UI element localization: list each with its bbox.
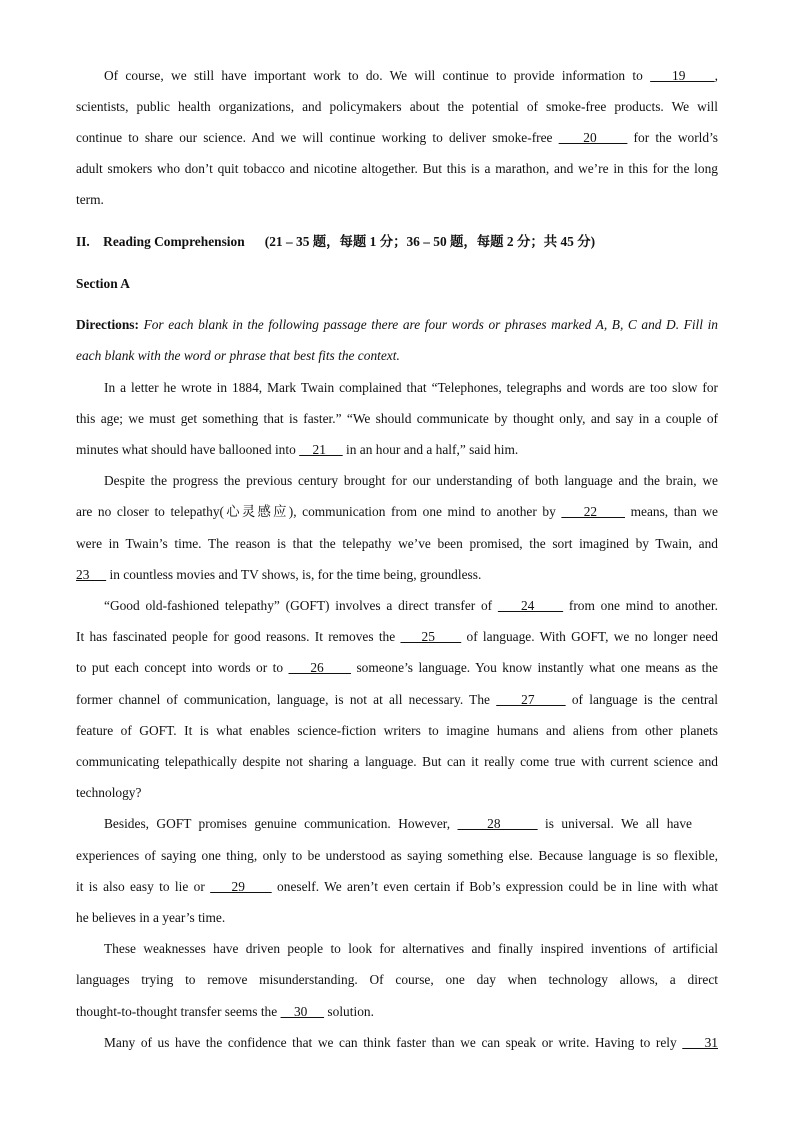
- p3-line5: feature of GOFT. It is what enables science-fiction writers to imagine humans and aliens from other planets: [76, 723, 718, 738]
- p6-line1: Many of us have the confidence that we can think faster than we can speak or write. Having to rely 31: [104, 1035, 719, 1050]
- p1-line3: minutes what should have ballooned into 21 in an hour and a half,” said him.: [76, 442, 519, 457]
- p3-line4: former channel of communication, language, is not at all necessary. The 27 of language is the central: [76, 692, 718, 707]
- section-a-heading: Section A: [76, 276, 130, 291]
- blank-29: 29: [210, 879, 272, 894]
- blank-26: 26: [288, 660, 352, 675]
- blank-22: 22: [561, 504, 625, 519]
- blank-23: 23: [76, 567, 107, 582]
- blank-25: 25: [400, 629, 462, 644]
- para0-line1: Of course, we still have important work to do. We will continue to provide information to 19 ,: [104, 68, 719, 83]
- blank-28: 28: [457, 816, 538, 831]
- p4-line4: he believes in a year’s time.: [76, 910, 226, 925]
- p3-line2: It has fascinated people for good reasons. It removes the 25 of language. With GOFT, we no longer need: [76, 629, 718, 644]
- blank-19: 19: [650, 68, 715, 83]
- blank-20: 20: [558, 130, 628, 145]
- blank-30: 30: [280, 1004, 325, 1019]
- section-heading: [76, 234, 718, 250]
- p1-line1: In a letter he wrote in 1884, Mark Twain complained that “Telephones, telegraphs and words are too slow for: [104, 380, 718, 395]
- blank-21: 21: [299, 442, 343, 457]
- directions-line2: each blank with the word or phrase that best fits the context.: [76, 348, 400, 363]
- directions-line1: Directions: For each blank in the following passage there are four words or phrases marked A, B, C and D. Fill in: [76, 317, 718, 332]
- p5-line2: languages trying to remove misunderstanding. Of course, one day when technology allows, a direct: [76, 972, 718, 987]
- para0-line4: adult smokers who don’t quit tobacco and nicotine altogether. But this is a marathon, and we’re in this for the long: [76, 161, 718, 176]
- section-title: Reading Comprehension: [103, 234, 245, 249]
- p2-line1: Despite the progress the previous century brought for our understanding of both language and the brain, we: [104, 473, 718, 488]
- blank-27: 27: [496, 692, 566, 707]
- p3-line7: technology?: [76, 785, 142, 800]
- p3-line1: “Good old-fashioned telepathy” (GOFT) involves a direct transfer of 24 from one mind to another.: [104, 598, 718, 613]
- blank-24: 24: [497, 598, 564, 613]
- p5-line3: thought-to-thought transfer seems the 30 solution.: [76, 1004, 374, 1019]
- p2-line4: 23 in countless movies and TV shows, is, for the time being, groundless.: [76, 567, 482, 582]
- p3-line6: communicating telepathically despite not sharing a language. But can it really come true with current science and: [76, 754, 718, 769]
- blank-31: 31: [682, 1035, 719, 1050]
- para0-line3: continue to share our science. And we will continue working to deliver smoke-free 20 for the world’s: [76, 130, 718, 145]
- para0-line5: term.: [76, 192, 104, 207]
- p1-line2: this age; we must get something that is faster.” “We should communicate by thought only, and say in a couple of: [76, 411, 718, 426]
- p4-line2: experiences of saying one thing, only to be understood as saying something else. Because language is so flexible,: [76, 848, 718, 863]
- p2-line2: are no closer to telepathy(心灵感应), communication from one mind to another by 22 means, than we: [76, 504, 718, 519]
- directions-label: Directions:: [76, 317, 139, 332]
- section-scoring: (21 – 35 题，每题 1 分；36 – 50 题，每题 2 分；共 45 分): [264, 234, 596, 249]
- section-numeral: II.: [76, 234, 90, 249]
- p5-line1: These weaknesses have driven people to look for alternatives and finally inspired inventions of artificial: [104, 941, 718, 956]
- p4-line3: it is also easy to lie or 29 oneself. We aren’t even certain if Bob’s expression could be in line with what: [76, 879, 718, 894]
- p2-line3: were in Twain’s time. The reason is that the telepathy we’ve been promised, the sort imagined by Twain, and: [76, 536, 718, 551]
- p3-line3: to put each concept into words or to 26 someone’s language. You know instantly what one means as the: [76, 660, 718, 675]
- p4-line1: Besides, GOFT promises genuine communication. However, 28 is universal. We all have: [104, 816, 692, 831]
- para0-line2: scientists, public health organizations, and policymakers about the potential of smoke-free products. We will: [76, 99, 718, 114]
